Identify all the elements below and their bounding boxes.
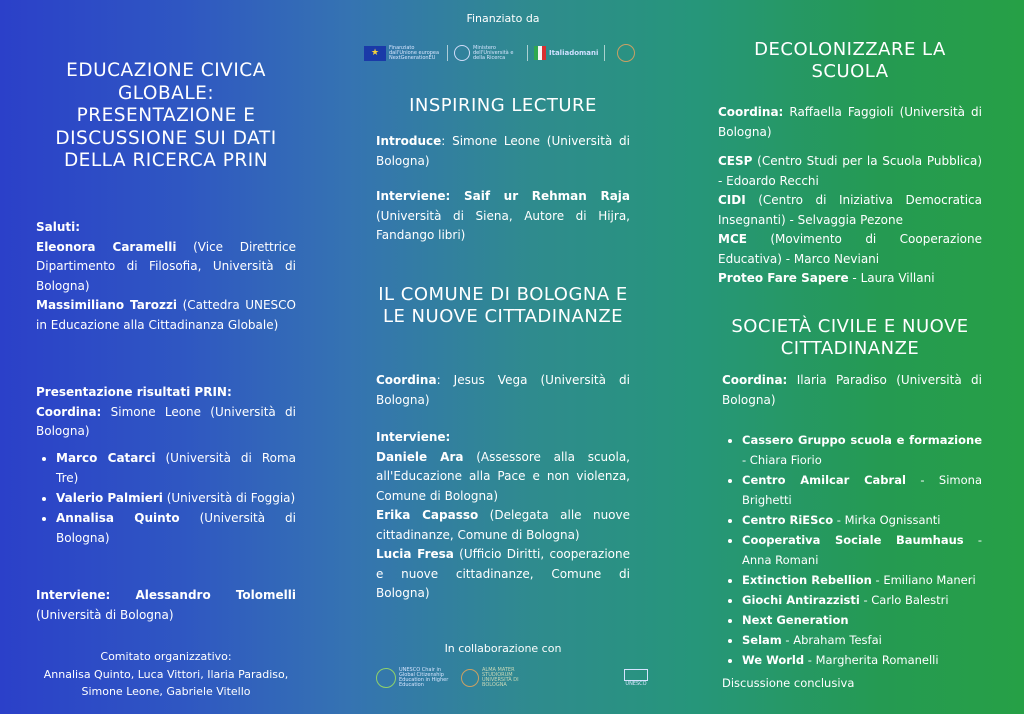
speaker-name: Erika Capasso: [376, 508, 479, 522]
section-title-decolonizzare: DECOLONIZZARE LA SCUOLA: [754, 39, 946, 82]
ministry-emblem-icon: [454, 45, 470, 61]
coordina-label: Coordina:: [722, 373, 788, 387]
coordina-label: Coordina: [376, 373, 437, 387]
list-item: • Cassero Gruppo scuola e formazione - Chiara Fiorio: [742, 430, 982, 470]
org-name: Proteo Fare Sapere: [718, 271, 849, 285]
collab-logo-unibo: ALMA MATER STUDIORUM UNIVERSITÀ DI BOLOGNA: [461, 668, 542, 688]
list-item: • Giochi Antirazzisti - Carlo Balestri: [742, 590, 982, 610]
funder-logo-mur: Ministero dell'Università e della Ricerca: [454, 45, 521, 61]
interviene-block: [36, 586, 296, 625]
funder-logo-unibo: [617, 44, 635, 62]
interviene-value: (Università di Siena, Autore di Hijra, Fandango libri): [376, 208, 630, 242]
section-title-inspiring: INSPIRING LECTURE: [409, 95, 597, 116]
divider: [447, 45, 448, 61]
column-left: [36, 0, 296, 714]
section-title-educazione: EDUCAZIONE CIVICA GLOBALE: PRESENTAZIONE E DISCUSSIONE SUI DATI DELLA RICERCA PRIN: [55, 60, 277, 171]
list-item: • Centro RiESco - Mirka Ognissanti: [742, 510, 982, 530]
speaker-name: Lucia Fresa: [376, 547, 454, 561]
list-item: • Marco Catarci (Università di Roma Tre): [56, 448, 296, 488]
presenters-list: [36, 448, 296, 548]
finanziato-label: Finanziato da: [466, 12, 540, 25]
coordina-value: Ilaria Paradiso (Università di Bologna): [722, 373, 982, 407]
decolonizzare-block: [718, 103, 982, 289]
coordina-value: Simone Leone (Università di Bologna): [36, 404, 296, 438]
section-title-societa: SOCIETÀ CIVILE E NUOVE CITTADINANZE: [731, 316, 969, 359]
list-item: • Valerio Palmieri (Università di Foggia): [56, 488, 296, 508]
university-seal-icon: [461, 669, 479, 687]
org-name: MCE: [718, 232, 747, 246]
presentazione-block: [36, 383, 296, 548]
coordina-label: Coordina:: [718, 105, 784, 119]
inspiring-block: [376, 132, 630, 246]
interviene-label: Interviene: Alessandro Tolomelli: [36, 588, 296, 602]
unesco-logo-icon: [624, 669, 648, 681]
introduce-label: Introduce: [376, 134, 442, 148]
divider: [527, 45, 528, 61]
speaker-affiliation: (Ufficio Diritti, cooperazione e nuove cittadinanze, Comune di Bologna): [376, 547, 630, 600]
speaker-name: Massimiliano Tarozzi: [36, 298, 178, 312]
comitato-line: Annalisa Quinto, Luca Vittori, Ilaria Paradiso,: [43, 667, 289, 681]
funder-logos: [364, 44, 635, 62]
list-item: • Extinction Rebellion - Emiliano Maneri: [742, 570, 982, 590]
column-right: [718, 0, 982, 714]
comune-block: [376, 371, 630, 604]
speaker-affiliation: (Vice Direttrice Dipartimento di Filosofia, Università di Bologna): [36, 239, 297, 293]
speaker-name: Daniele Ara: [376, 449, 464, 464]
conclusiva-text: Discussione conclusiva: [722, 676, 855, 690]
funder-logo-italiadomani: Italiadomani: [534, 46, 598, 60]
saluti-label: Saluti:: [36, 220, 81, 234]
interviene-label: Interviene:: [376, 430, 451, 444]
list-item: • We World - Margherita Romanelli: [742, 650, 982, 670]
eu-flag-icon: ★: [364, 46, 386, 61]
speaker-affiliation: (Assessore alla scuola, all'Educazione alla Pace e non violenza, Comune di Bologna): [376, 449, 630, 503]
list-item: • Selam - Abraham Tesfai: [742, 630, 982, 650]
interviene-label: Interviene: Saif ur Rehman Raja: [376, 189, 630, 203]
speaker-name: Eleonora Caramelli: [36, 239, 177, 254]
societa-block: [722, 371, 982, 694]
org-desc: - Laura Villani: [848, 271, 935, 285]
unesco-chair-icon: [376, 668, 396, 688]
divider: [604, 45, 605, 61]
coordina-value: : Jesus Vega (Università di Bologna): [376, 373, 630, 407]
speaker-affiliation: (Delegata alle nuove cittadinanze, Comune di Bologna): [376, 508, 630, 542]
org-name: CIDI: [718, 193, 746, 207]
introduce-value: : Simone Leone (Università di Bologna): [376, 134, 630, 168]
speaker-affiliation: (Cattedra UNESCO in Educazione alla Cittadinanza Globale): [36, 298, 296, 332]
list-item: • Next Generation: [742, 610, 982, 630]
org-desc: (Centro di Iniziativa Democratica Insegnanti) - Selvaggia Pezone: [718, 193, 982, 227]
comitato-block: [26, 648, 306, 701]
column-middle: [370, 0, 647, 714]
collab-logo-unesco-chair: UNESCO Chair in Global Citizenship Education in Higher Education: [376, 668, 455, 688]
comitato-line: Simone Leone, Gabriele Vitello: [81, 685, 251, 698]
presentazione-label: Presentazione risultati PRIN:: [36, 385, 232, 399]
italia-flag-icon: [534, 46, 546, 60]
collab-logos: [376, 668, 648, 688]
interviene-value: (Università di Bologna): [36, 607, 174, 622]
coordina-value: Raffaella Faggioli (Università di Bologna): [718, 105, 982, 139]
org-desc: (Centro Studi per la Scuola Pubblica) - Edoardo Recchi: [718, 154, 982, 188]
org-name: CESP: [718, 154, 753, 168]
comitato-label: Comitato organizzativo:: [100, 650, 232, 663]
coordina-label: Coordina:: [36, 404, 102, 419]
groups-list: [722, 430, 982, 670]
funder-logo-eu: ★ Finanziato dall'Unione europea NextGenerationEU: [364, 46, 441, 61]
list-item: • Centro Amilcar Cabral - Simona Brighetti: [742, 470, 982, 510]
university-seal-icon: [617, 44, 635, 62]
section-title-comune: IL COMUNE DI BOLOGNA E LE NUOVE CITTADINANZE: [378, 284, 628, 327]
org-desc: (Movimento di Cooperazione Educativa) - Marco Neviani: [718, 232, 982, 266]
saluti-block: [36, 218, 296, 335]
list-item: • Cooperativa Sociale Baumhaus - Anna Romani: [742, 530, 982, 570]
collab-label: In collaborazione con: [444, 642, 562, 655]
collab-logo-unesco: UNESCO: [624, 669, 648, 687]
list-item: • Annalisa Quinto (Università di Bologna): [56, 508, 296, 548]
